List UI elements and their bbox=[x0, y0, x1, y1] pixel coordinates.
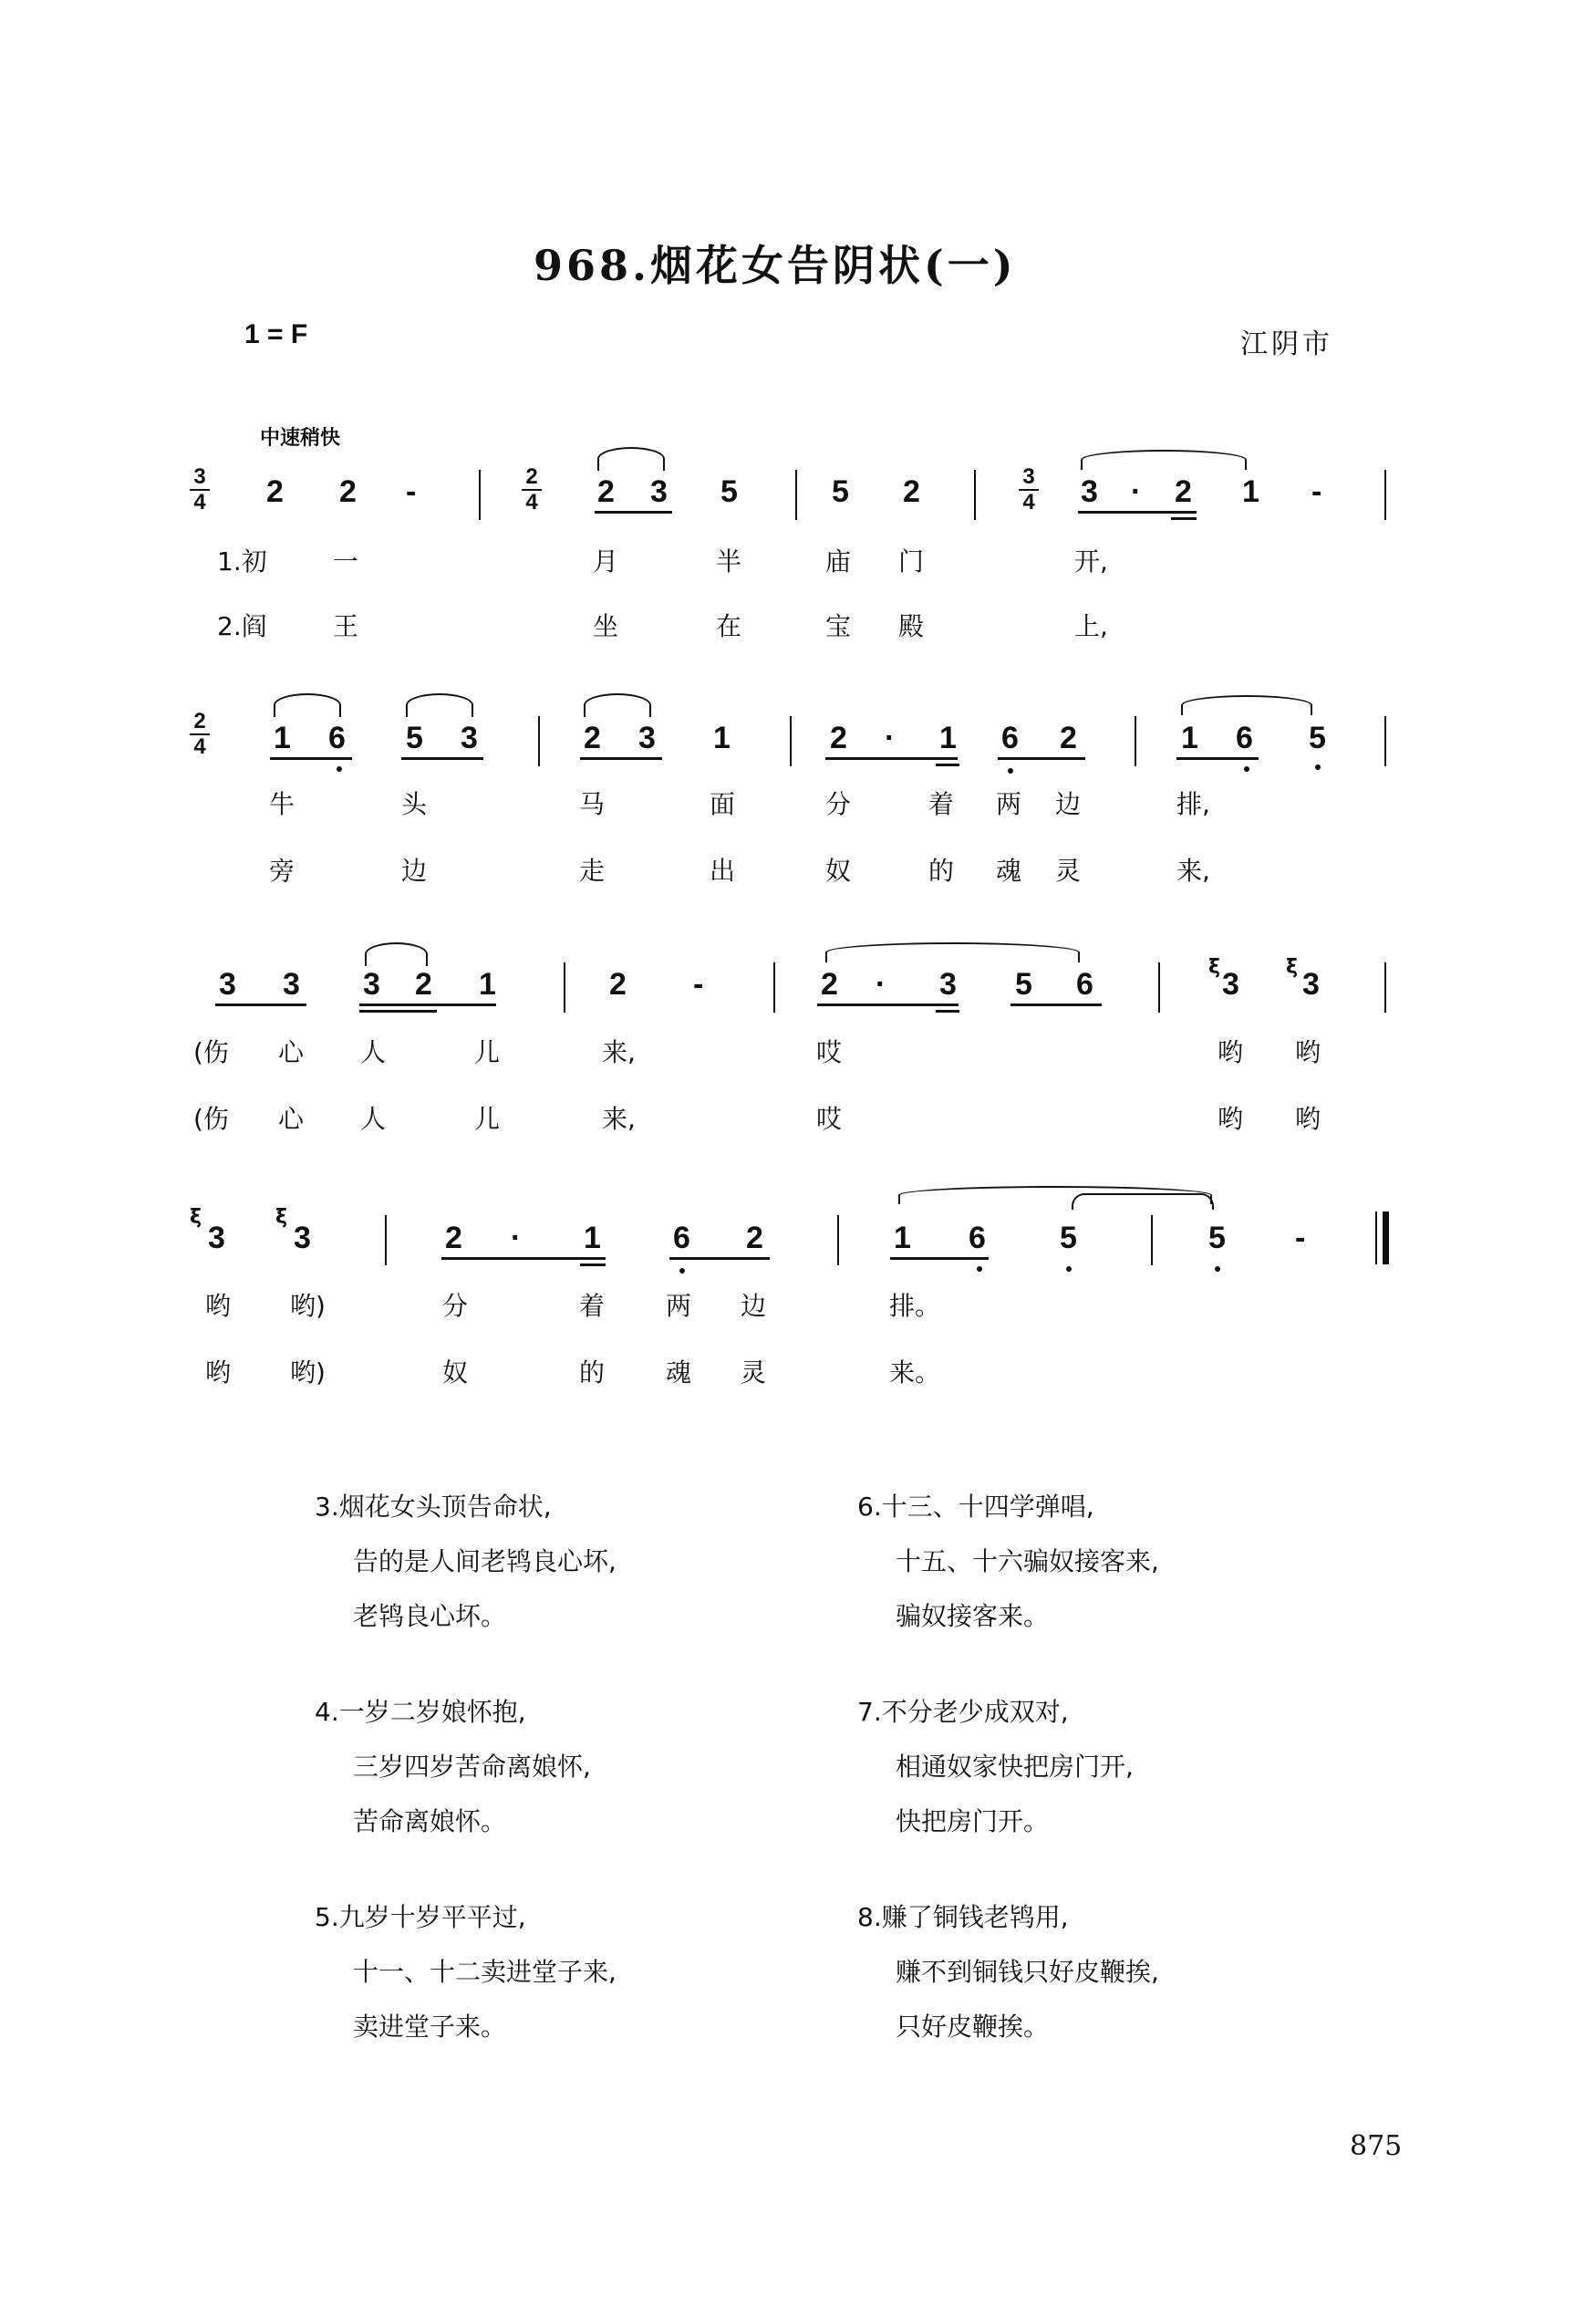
region-label: 江阴市 bbox=[1240, 328, 1333, 360]
lyric: 宝 bbox=[825, 611, 852, 641]
verse-block bbox=[857, 1890, 1159, 2054]
lyric: 边 bbox=[1055, 789, 1082, 819]
barline bbox=[1158, 962, 1160, 1013]
lyric: 殿 bbox=[898, 611, 925, 641]
note: 3 bbox=[1222, 967, 1239, 1002]
lyric: 哟) bbox=[290, 1357, 326, 1388]
lyric: (伤 bbox=[193, 1037, 229, 1067]
dot-extension: · bbox=[511, 1221, 522, 1255]
barline bbox=[1384, 962, 1386, 1013]
lyric: (伤 bbox=[193, 1104, 229, 1134]
ts-denominator: 4 bbox=[193, 490, 206, 515]
lyric: 来, bbox=[1176, 856, 1210, 886]
lyric: 1.初 bbox=[217, 546, 267, 577]
verse-line: 赚了铜钱老鸨用, bbox=[881, 1902, 1069, 1932]
lyric: 哎 bbox=[816, 1104, 843, 1134]
verse-block bbox=[857, 1685, 1134, 1849]
verse-line: 告的是人间老鸨良心坏, bbox=[353, 1546, 617, 1576]
lyric: 的 bbox=[579, 1357, 606, 1388]
lyric: 门 bbox=[898, 546, 925, 577]
lyric: 走 bbox=[579, 856, 606, 886]
slur bbox=[365, 942, 428, 966]
underline bbox=[359, 1003, 496, 1006]
lyric: 半 bbox=[716, 546, 742, 577]
underline bbox=[817, 1003, 959, 1006]
time-signature-2-4 bbox=[190, 710, 210, 759]
key-signature: 1 = F bbox=[244, 319, 308, 349]
ts-denominator: 4 bbox=[1022, 490, 1035, 515]
lyric: 分 bbox=[442, 1291, 469, 1321]
barline bbox=[385, 1215, 387, 1265]
slur bbox=[1081, 450, 1247, 470]
lyric: 心 bbox=[278, 1104, 305, 1134]
note: 6 bbox=[969, 1221, 986, 1255]
dash: - bbox=[693, 967, 704, 1002]
lyric: 哟 bbox=[1295, 1104, 1321, 1134]
lyric: 哎 bbox=[816, 1037, 843, 1067]
lyric: 两 bbox=[666, 1291, 692, 1321]
grace-mark: ξ bbox=[1208, 956, 1220, 979]
verse-block bbox=[315, 1480, 617, 1644]
verse-line: 不分老少成双对, bbox=[881, 1697, 1069, 1727]
note: 2 bbox=[609, 967, 627, 1002]
underline bbox=[1176, 757, 1259, 760]
lyric: 一 bbox=[333, 546, 359, 577]
verse-line: 只好皮鞭挨。 bbox=[896, 2012, 1050, 2042]
lyric: 人 bbox=[360, 1104, 387, 1134]
note: 2 bbox=[339, 474, 357, 509]
lyric: 2.阎 bbox=[217, 611, 267, 641]
verse-block bbox=[315, 1890, 617, 2054]
note: 3 bbox=[939, 967, 957, 1002]
lyric: 上, bbox=[1074, 611, 1108, 641]
lyric: 牛 bbox=[269, 789, 295, 819]
lyric: 边 bbox=[401, 856, 428, 886]
note: 1 bbox=[479, 967, 496, 1002]
dot-extension: · bbox=[1131, 474, 1142, 509]
verse-number: 3. bbox=[315, 1492, 339, 1522]
underline bbox=[825, 757, 958, 760]
verse-line: 赚不到铜钱只好皮鞭挨, bbox=[896, 1957, 1159, 1987]
underline bbox=[359, 1010, 437, 1013]
underline bbox=[580, 757, 662, 760]
lyric: 儿 bbox=[474, 1037, 501, 1067]
lyric: 月 bbox=[593, 546, 619, 577]
verse-line: 十三、十四学弹唱, bbox=[881, 1492, 1094, 1522]
note: 1 bbox=[584, 1221, 601, 1255]
note: 2 bbox=[584, 721, 601, 755]
verse-line: 九岁十岁平平过, bbox=[338, 1902, 526, 1932]
slur bbox=[274, 693, 341, 717]
lyric: 在 bbox=[716, 611, 742, 641]
lyric: 灵 bbox=[1055, 856, 1082, 886]
lyric: 奴 bbox=[825, 856, 852, 886]
note: 3 bbox=[219, 967, 236, 1002]
barline bbox=[1151, 1215, 1153, 1265]
note: 3 bbox=[294, 1221, 311, 1255]
verse-line: 相通奴家快把房门开, bbox=[896, 1752, 1134, 1782]
low-octave-dot bbox=[1244, 766, 1249, 772]
note: 5 bbox=[406, 721, 423, 755]
lyric: 面 bbox=[710, 789, 736, 819]
barline bbox=[795, 470, 797, 520]
ts-numerator: 2 bbox=[525, 464, 538, 489]
barline bbox=[790, 716, 792, 766]
tie bbox=[1072, 1193, 1214, 1210]
ts-numerator: 3 bbox=[1022, 464, 1035, 489]
barline bbox=[479, 470, 481, 520]
underline bbox=[1010, 1003, 1102, 1006]
barline bbox=[1384, 470, 1386, 520]
note: 3 bbox=[1302, 967, 1320, 1002]
lyric: 来, bbox=[602, 1037, 636, 1067]
barline bbox=[1135, 716, 1136, 766]
barline bbox=[837, 1215, 839, 1265]
note: 5 bbox=[1309, 721, 1326, 755]
underline bbox=[595, 511, 672, 514]
page-number: 875 bbox=[1350, 2130, 1403, 2162]
dot-extension: · bbox=[885, 721, 896, 755]
note: 2 bbox=[597, 474, 615, 509]
note: 2 bbox=[1175, 474, 1192, 509]
underline bbox=[998, 757, 1085, 760]
note: 1 bbox=[894, 1221, 911, 1255]
lyric: 的 bbox=[928, 856, 955, 886]
lyric: 哟 bbox=[1218, 1037, 1244, 1067]
dash: - bbox=[1295, 1221, 1306, 1255]
note: 5 bbox=[832, 474, 849, 509]
note: 3 bbox=[638, 721, 656, 755]
ts-numerator: 3 bbox=[193, 464, 206, 489]
note: 3 bbox=[650, 474, 668, 509]
final-barline-thin bbox=[1375, 1211, 1377, 1264]
underline bbox=[441, 1257, 606, 1260]
note: 3 bbox=[208, 1221, 225, 1255]
lyric: 哟 bbox=[1295, 1037, 1321, 1067]
grace-mark: ξ bbox=[190, 1206, 202, 1229]
lyric: 哟 bbox=[1218, 1104, 1244, 1134]
note: 2 bbox=[746, 1221, 763, 1255]
note: 1 bbox=[274, 721, 291, 755]
verse-number: 5. bbox=[315, 1902, 339, 1932]
verse-line: 烟花女头顶告命状, bbox=[338, 1492, 552, 1522]
grace-mark: ξ bbox=[275, 1206, 287, 1229]
barline bbox=[564, 962, 565, 1013]
lyric: 奴 bbox=[442, 1357, 469, 1388]
dash: - bbox=[406, 474, 417, 509]
lyric: 来, bbox=[602, 1104, 636, 1134]
lyric: 灵 bbox=[741, 1357, 767, 1388]
low-octave-dot bbox=[1215, 1266, 1220, 1272]
barline bbox=[974, 470, 976, 520]
underline bbox=[215, 1003, 306, 1006]
slur bbox=[584, 693, 651, 717]
verse-line: 骗奴接客来。 bbox=[896, 1601, 1050, 1631]
underline bbox=[401, 757, 483, 760]
note: 3 bbox=[461, 721, 478, 755]
note: 2 bbox=[821, 967, 838, 1002]
low-octave-dot bbox=[1008, 768, 1013, 774]
note: 6 bbox=[328, 721, 346, 755]
lyric: 排。 bbox=[889, 1291, 941, 1321]
lyric: 庙 bbox=[825, 546, 852, 577]
note: 5 bbox=[1208, 1221, 1226, 1255]
verse-line: 十五、十六骗奴接客来, bbox=[896, 1546, 1159, 1576]
low-octave-dot bbox=[679, 1268, 685, 1274]
low-octave-dot bbox=[977, 1266, 982, 1272]
verse-number: 7. bbox=[857, 1697, 882, 1727]
lyric: 着 bbox=[579, 1291, 606, 1321]
underline bbox=[580, 1263, 606, 1266]
verse-number: 4. bbox=[315, 1697, 339, 1727]
note: 6 bbox=[673, 1221, 690, 1255]
underline bbox=[1078, 511, 1197, 514]
lyric: 哟 bbox=[205, 1357, 232, 1388]
barline bbox=[773, 962, 775, 1013]
low-octave-dot bbox=[1066, 1266, 1072, 1272]
time-signature-2-4 bbox=[522, 465, 542, 515]
underline bbox=[270, 757, 352, 760]
barline bbox=[1384, 716, 1386, 766]
underline bbox=[669, 1257, 770, 1260]
note: 2 bbox=[830, 721, 847, 755]
time-signature-3-4 bbox=[1019, 465, 1039, 515]
lyric: 边 bbox=[741, 1291, 767, 1321]
lyric: 哟) bbox=[290, 1291, 326, 1321]
lyric: 旁 bbox=[269, 856, 295, 886]
note: 6 bbox=[1001, 721, 1019, 755]
note: 1 bbox=[1181, 721, 1198, 755]
song-title: 968.烟花女告阴状(一) bbox=[534, 241, 1017, 290]
verse-line: 卖进堂子来。 bbox=[353, 2012, 507, 2042]
lyric: 排, bbox=[1176, 789, 1210, 819]
lyric: 开, bbox=[1074, 546, 1108, 577]
final-barline-thick bbox=[1383, 1211, 1389, 1264]
time-signature-3-4 bbox=[190, 465, 210, 515]
slur bbox=[597, 447, 665, 471]
ts-denominator: 4 bbox=[193, 734, 206, 759]
ts-denominator: 4 bbox=[525, 490, 538, 515]
verse-number: 6. bbox=[857, 1492, 882, 1522]
lyric: 魂 bbox=[996, 856, 1022, 886]
note: 5 bbox=[1015, 967, 1032, 1002]
lyric: 哟 bbox=[205, 1291, 232, 1321]
note: 6 bbox=[1236, 721, 1253, 755]
low-octave-dot bbox=[1315, 764, 1321, 770]
note: 1 bbox=[713, 721, 731, 755]
lyric: 魂 bbox=[666, 1357, 692, 1388]
verse-line: 快把房门开。 bbox=[896, 1806, 1050, 1836]
note: 2 bbox=[903, 474, 920, 509]
underline bbox=[936, 1010, 959, 1013]
underline bbox=[1171, 517, 1197, 520]
note: 6 bbox=[1076, 967, 1093, 1002]
verse-line: 三岁四岁苦命离娘怀, bbox=[353, 1752, 591, 1782]
lyric: 王 bbox=[333, 611, 359, 641]
dot-extension: · bbox=[876, 967, 886, 1002]
ts-numerator: 2 bbox=[193, 709, 206, 733]
verse-line: 苦命离娘怀。 bbox=[353, 1806, 507, 1836]
note: 2 bbox=[415, 967, 432, 1002]
lyric: 来。 bbox=[889, 1357, 941, 1388]
slur bbox=[406, 693, 473, 717]
underline bbox=[936, 764, 959, 766]
lyric: 人 bbox=[360, 1037, 387, 1067]
note: 5 bbox=[1060, 1221, 1077, 1255]
note: 2 bbox=[445, 1221, 462, 1255]
lyric: 儿 bbox=[474, 1104, 501, 1134]
verse-line: 一岁二岁娘怀抱, bbox=[338, 1697, 526, 1727]
note: 1 bbox=[1242, 474, 1259, 509]
verse-block bbox=[315, 1685, 591, 1849]
lyric: 分 bbox=[825, 789, 852, 819]
note: 3 bbox=[363, 967, 380, 1002]
slur bbox=[825, 942, 1080, 962]
lyric: 坐 bbox=[593, 611, 619, 641]
barline bbox=[538, 716, 540, 766]
dash: - bbox=[1311, 474, 1322, 509]
note: 2 bbox=[1060, 721, 1077, 755]
note: 2 bbox=[266, 474, 284, 509]
tempo-marking: 中速稍快 bbox=[260, 427, 341, 450]
underline bbox=[890, 1257, 989, 1260]
lyric: 出 bbox=[710, 856, 736, 886]
verse-block bbox=[857, 1480, 1159, 1644]
note: 1 bbox=[939, 721, 957, 755]
note: 3 bbox=[1081, 474, 1098, 509]
low-octave-dot bbox=[337, 766, 342, 772]
verse-line: 十一、十二卖进堂子来, bbox=[353, 1957, 617, 1987]
lyric: 头 bbox=[401, 789, 428, 819]
lyric: 两 bbox=[996, 789, 1022, 819]
lyric: 心 bbox=[278, 1037, 305, 1067]
grace-mark: ξ bbox=[1286, 956, 1298, 979]
note: 5 bbox=[720, 474, 738, 509]
lyric: 马 bbox=[579, 789, 606, 819]
note: 3 bbox=[283, 967, 300, 1002]
slur bbox=[1181, 695, 1312, 715]
verse-number: 8. bbox=[857, 1902, 882, 1932]
lyric: 着 bbox=[928, 789, 955, 819]
verse-line: 老鸨良心坏。 bbox=[353, 1601, 507, 1631]
